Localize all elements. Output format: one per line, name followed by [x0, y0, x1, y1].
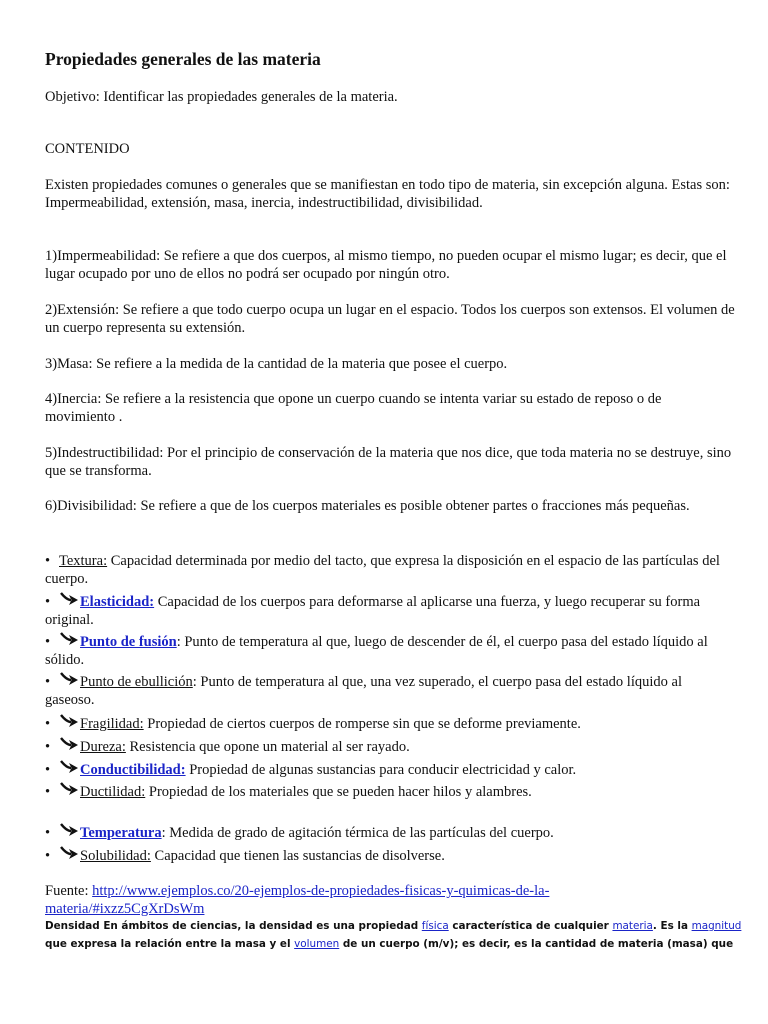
property-description: : Punto de temperatura al que, luego de descender de él, el cuerpo pasa del estado líquido al sólido.: [45, 634, 708, 668]
property-description: Capacidad de los cuerpos para deformarse al aplicarse una fuerza, y luego recuperar su forma original.: [45, 594, 701, 628]
document-title: Propiedades generales de las materia: [45, 49, 321, 69]
property-description: Propiedad de algunas sustancias para conducir electricidad y calor.: [185, 762, 577, 778]
property-item-punto-fusion: [45, 632, 735, 669]
hooked-arrow-icon: [59, 592, 79, 607]
property-description: : Punto de temperatura al que, una vez superado, el cuerpo pasa del estado líquido al gaseoso.: [45, 674, 682, 708]
item-inercia: 4)Inercia: Se refiere a la resistencia que opone un cuerpo cuando se intenta variar su estado de reposo o de movimiento .: [45, 391, 662, 425]
property-term: Fragilidad:: [80, 716, 144, 732]
property-term: Textura:: [59, 553, 108, 569]
link-materia[interactable]: materia: [612, 920, 653, 932]
hooked-arrow-icon: [59, 632, 79, 647]
source-citation: [45, 882, 605, 918]
bullet-dot: •: [45, 739, 51, 755]
property-item-conductibilidad: [45, 760, 735, 779]
bullet-dot: •: [45, 634, 51, 650]
property-term: Punto de ebullición: [80, 674, 193, 690]
property-description: : Medida de grado de agitación térmica de las partículas del cuerpo.: [161, 825, 554, 841]
property-description: Propiedad de ciertos cuerpos de romperse sin que se deforme previamente.: [143, 716, 581, 732]
bullet-dot: •: [45, 762, 51, 778]
property-term: Dureza:: [80, 739, 126, 755]
link-magnitud[interactable]: magnitud: [691, 920, 742, 932]
bullet-dot: •: [45, 553, 51, 569]
item-extension: 2)Extensión: Se refiere a que todo cuerpo ocupa un lugar en el espacio. Todos los cuerpos son extensos. El volumen de un cuerpo representa su extensión.: [45, 302, 735, 336]
property-item-ductilidad: [45, 782, 735, 801]
property-term-link[interactable]: Punto de fusión: [80, 634, 177, 650]
property-description: Capacidad determinada por medio del tacto, que expresa la disposición en el espacio de las partículas del cuerpo.: [45, 553, 720, 587]
bullet-dot: •: [45, 784, 51, 800]
bullet-dot: •: [45, 716, 51, 732]
property-term: Ductilidad:: [80, 784, 146, 800]
hooked-arrow-icon: [59, 823, 79, 838]
hooked-arrow-icon: [59, 760, 79, 775]
content-heading: CONTENIDO: [45, 141, 130, 157]
property-term-link[interactable]: Temperatura: [80, 825, 162, 841]
property-item-solubilidad: [45, 846, 735, 865]
density-text: Densidad En ámbitos de ciencias, la densidad es una propiedad: [45, 920, 422, 932]
property-term-link[interactable]: Elasticidad:: [80, 594, 155, 610]
link-volumen[interactable]: volumen: [294, 938, 340, 950]
property-description: Resistencia que opone un material al ser rayado.: [125, 739, 410, 755]
hooked-arrow-icon: [59, 672, 79, 687]
intro-paragraph: Existen propiedades comunes o generales que se manifiestan en todo tipo de materia, sin excepción alguna. Estas son: Impermeabilidad, extensión, masa, inercia, indestructibilidad, divisibilidad.: [45, 177, 730, 211]
source-label: Fuente:: [45, 883, 93, 899]
density-text: característica de cualquier: [448, 920, 613, 932]
objective-text: Objetivo: Identificar las propiedades generales de la materia.: [45, 89, 398, 105]
density-line-2: [45, 935, 735, 953]
item-divisibilidad: 6)Divisibilidad: Se refiere a que de los cuerpos materiales es posible obtener partes o fracciones más pequeñas.: [45, 498, 690, 514]
property-description: Capacidad que tienen las sustancias de disolverse.: [150, 848, 445, 864]
property-item-dureza: [45, 737, 735, 756]
bullet-dot: •: [45, 674, 51, 690]
hooked-arrow-icon: [59, 782, 79, 797]
density-text: que expresa la relación entre la masa y el: [45, 938, 295, 950]
property-item-elasticidad: [45, 592, 735, 629]
link-fisica[interactable]: física: [421, 920, 449, 932]
density-line-1: [45, 917, 742, 935]
hooked-arrow-icon: [59, 737, 79, 752]
property-item-punto-ebullicion: [45, 672, 735, 709]
bullet-dot: •: [45, 825, 51, 841]
item-indestructibilidad: 5)Indestructibilidad: Por el principio de conservación de la materia que nos dice, que toda materia no se destruye, sino que se transforma.: [45, 445, 732, 479]
source-link[interactable]: http://www.ejemplos.co/20-ejemplos-de-propiedades-fisicas-y-quimicas-de-la-materia/#ixzz5CgXrDsWm: [45, 883, 550, 917]
property-item-fragilidad: [45, 714, 735, 733]
hooked-arrow-icon: [59, 846, 79, 861]
bullet-dot: •: [45, 594, 51, 610]
property-term: Solubilidad:: [80, 848, 151, 864]
density-text: de un cuerpo (m/v); es decir, es la cantidad de materia (masa) que: [339, 938, 734, 950]
bullet-dot: •: [45, 848, 51, 864]
property-item-textura: [45, 552, 735, 588]
item-impermeabilidad: 1)Impermeabilidad: Se refiere a que dos cuerpos, al mismo tiempo, no pueden ocupar el mismo lugar; es decir, que el lugar ocupado por uno de ellos no podrá ser ocupado por ningún otro.: [45, 248, 727, 282]
property-term-link[interactable]: Conductibilidad:: [80, 762, 186, 778]
property-description: Propiedad de los materiales que se pueden hacer hilos y alambres.: [145, 784, 532, 800]
property-item-temperatura: [45, 823, 735, 842]
density-text: . Es la: [652, 920, 692, 932]
item-masa: 3)Masa: Se refiere a la medida de la cantidad de la materia que posee el cuerpo.: [45, 356, 508, 372]
hooked-arrow-icon: [59, 714, 79, 729]
